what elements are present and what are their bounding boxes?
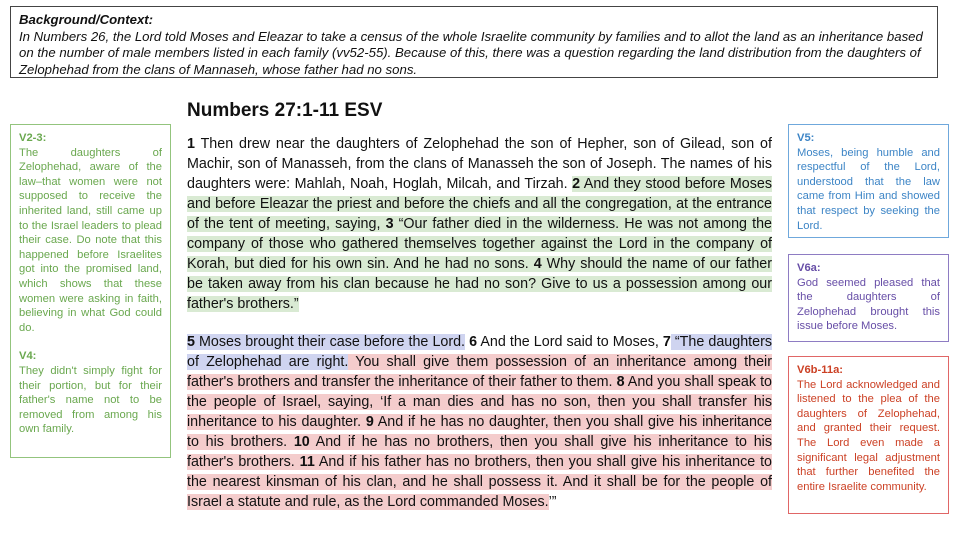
spacer [19,335,162,349]
highlight-red [187,354,772,510]
highlight-blue [187,334,465,350]
verse-8-text: And you shall speak to the people of Israel, saying, ‘If a man dies and has no son, then you shall transfer his inheritance to his daughter. [187,374,772,430]
context-label: Background/Context: [19,12,154,27]
note-v2-3-text: The daughters of Zelophehad, aware of the law–that women were not supposed to receive the inherited land, still came up to the Israel leaders to plead their case. Do note that this happened before Israelites got into the promised land, which shows that these women were asking in faith, believing in what God could do. [19,146,162,334]
note-v6a-text: God seemed pleased that the daughters of Zelophehad brought this issue before Moses. [797,276,940,333]
verse-4-text: Why should the name of our father be taken away from his clan because he had no son? Give to us a possession among our father's brothers.” [187,256,772,312]
note-v6b-11a [788,356,949,514]
note-v5-text: Moses, being humble and respectful of the Lord, understood that the law came from Him and showed that respect by seeking the Lord. [797,146,940,232]
note-v2-3-and-v4 [10,124,171,458]
verse-number: 7 [662,334,671,350]
note-v5-label: V5: [797,132,815,144]
verse-number: 4 [533,256,542,272]
verse-3-text: “Our father died in the wilderness. He was not among the company of those who gathered themselves together against the Lord in the company of Korah, but died for his own sin. And he had no sons. [187,216,772,272]
verse-number: 2 [572,176,581,192]
verse-10-text: And if he has no brothers, then you shall give his inheritance to his father's brothers. [187,434,772,470]
highlight-green [187,176,772,312]
note-v6b-11a-text: The Lord acknowledged and listened to the plea of the daughters of Zelophehad, and granted their request. The Lord even made a significant legal adjustment that further benefited the entire Israelite community. [797,378,940,493]
passage-part-2 [187,332,772,512]
verse-7-text-a: “The daughters of Zelophehad are right. [187,334,772,370]
context-text: In Numbers 26, the Lord told Moses and Eleazar to take a census of the whole Israelite community by families and to allot the land as an inheritance based on the number of male members listed in each family (vv52-55). Because of this, there was a question regarding the land distribution from the daughters of Zelophehad from the clans of Mannaseh, whose father had no sons. [19,28,923,77]
verse-number: 1 [187,136,195,152]
verse-11-text: And if his father has no brothers, then you shall give his inheritance to the nearest kinsman of his clan, and he shall possess it. And it shall be for the people of Israel a statute and rule, as the Lord commanded Moses. [187,454,772,510]
verse-5-text: Moses brought their case before the Lord. [194,334,466,350]
note-v4-text: They didn't simply fight for their portion, but for their father's name not to be removed from among his own family. [19,364,162,436]
note-v6a-label: V6a: [797,262,821,274]
note-v4-label: V4: [19,350,37,363]
verse-7-text-b: You shall give them possession of an inheritance among their father's brothers and transfer the inheritance of their father to them. [187,354,772,390]
verse-number: 9 [365,414,374,430]
background-context-box [10,6,938,78]
verse-6-text: And the Lord said to Moses, [477,334,663,350]
note-v6b-11a-label: V6b-11a: [797,364,844,376]
note-v5 [788,124,949,238]
verse-1-text: Then drew near the daughters of Zelophehad the son of Hepher, son of Gilead, son of Machir, son of Manasseh, from the clans of Manasseh the son of Joseph. The names of his daughters were: Mahlah, Noah, Hoglah, Milcah, and Tirzah. [187,136,772,192]
note-v6a [788,254,949,342]
verse-number: 3 [385,216,394,232]
verse-9-text: And if he has no daughter, then you shall give his inheritance to his brothers. [187,414,773,450]
passage-part-1 [187,134,772,314]
verse-number: 11 [299,454,315,470]
note-v2-3-label: V2-3: [19,132,47,144]
verse-2-text: And they stood before Moses and before Eleazar the priest and before the chiefs and all the congregation, at the entrance of the tent of meeting, saying, [187,176,772,232]
closing-quote: ’” [548,494,557,510]
verse-number: 10 [293,434,310,450]
verse-number: 6 [469,334,478,350]
verse-number: 8 [616,374,625,390]
verse-number: 5 [187,334,195,350]
page-title: Numbers 27:1-11 ESV [187,100,383,121]
